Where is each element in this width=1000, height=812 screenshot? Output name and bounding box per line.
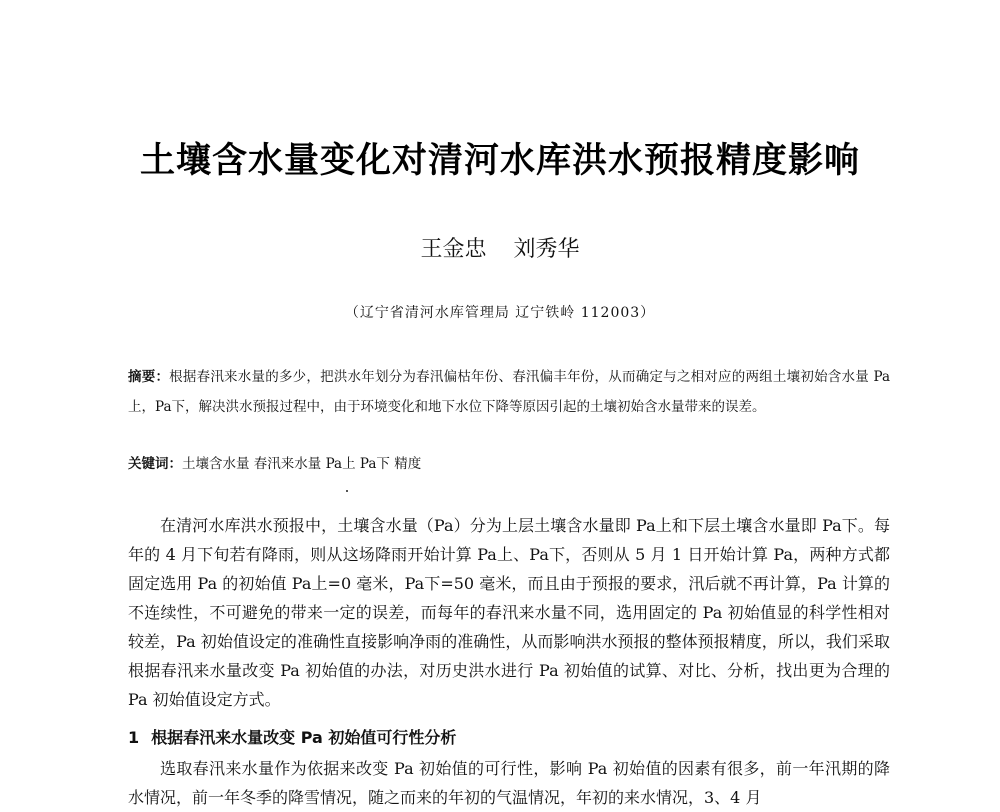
keywords-label: 关键词： xyxy=(128,456,182,472)
authors: 王金忠 刘秀华 xyxy=(420,237,580,262)
stray-dot xyxy=(346,490,348,492)
body-text xyxy=(128,511,890,714)
affiliation: （辽宁省清河水库管理局 辽宁铁岭 112003） xyxy=(344,305,656,321)
keywords-text: 土壤含水量 春汛来水量 Pa上 Pa下 精度 xyxy=(182,456,422,472)
abstract-label: 摘要： xyxy=(128,369,170,385)
paragraph-intro: 在清河水库洪水预报中，土壤含水量（Pa）分为上层土壤含水量即 Pa上和下层土壤含水量即 Pa下。每年的 4 月下旬若有降雨，则从这场降雨开始计算 Pa上、Pa下，否则从 5 月 1 日开始计算 Pa，两种方式都固定选用 Pa 的初始值 Pa上=0 毫米，Pa下=50 毫米，而且由于预报的要求，汛后就不再计算，Pa 计算的不连续性，不可避免的带来一定的误差，而每年的春汛来水量不同，选用固定的 Pa 初始值显的科学性相对较差，Pa 初始值设定的准确性直接影响净雨的准确性，从而影响洪水预报的整体预报精度，所以，我们采取根据春汛来水量改变 Pa 初始值的办法，对历史洪水进行 Pa 初始值的试算、对比、分析，找出更为合理的 Pa 初始值设定方式。 xyxy=(128,516,890,709)
body-text-section1 xyxy=(128,754,890,812)
abstract-text: 根据春汛来水量的多少，把洪水年划分为春汛偏枯年份、春汛偏丰年份，从而确定与之相对应的两组土壤初始含水量 Pa上，Pa下，解决洪水预报过程中，由于环境变化和地下水位下降等原因引起的土壤初始含水量带来的误差。 xyxy=(128,369,890,415)
paragraph-section1: 选取春汛来水量作为依据来改变 Pa 初始值的可行性，影响 Pa 初始值的因素有很多，前一年汛期的降水情况，前一年冬季的降雪情况，随之而来的年初的气温情况，年初的来水情况，3、4 月 xyxy=(128,759,890,807)
section-heading xyxy=(128,725,456,748)
keywords xyxy=(128,452,890,476)
abstract xyxy=(128,362,890,422)
section-title: 根据春汛来水量改变 Pa 初始值可行性分析 xyxy=(151,728,457,747)
section-number: 1 xyxy=(128,728,140,747)
paper-title: 土壤含水量变化对清河水库洪水预报精度影响 xyxy=(139,141,860,181)
